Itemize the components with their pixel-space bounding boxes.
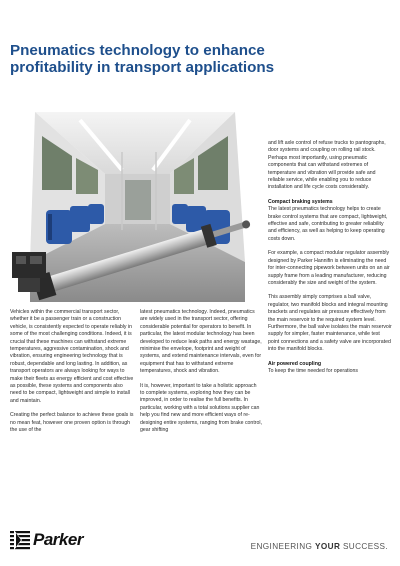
train-interior-photo [10, 112, 260, 302]
paragraph: Creating the perfect balance to achieve these goals is no mean feat, however one proven option is through the use of the [10, 412, 134, 434]
paragraph: and lift axle control of refuse trucks to pantographs, door systems and coupling on rolling rail stock. Perhaps most importantly, using pneumatic components that can withstand extremes of temperature and vibration will provide safe and reliable service, while enabling you to reduce installation and life cycle costs considerably. [268, 140, 386, 191]
paragraph: For example, a compact modular regulator assembly designed by Parker Hannifin is eliminating the need for inter-connecting pipework between units on an air supply frame from a leading manufacturer, reducing considerably the size and weight of the system. [268, 250, 390, 286]
parker-logo [10, 528, 100, 552]
paragraph: Vehicles within the commercial transport sector, whether it be a passenger train or a construction vehicle, is consistently expected to operate reliably in some of the most challenging conditions. Indeed, it is crucial that these machines can withstand extreme temperatures, aggressive contamination, shock and vibration, ensuring engineering technology that is robust, dependable and long lasting. In addition, as transport operators are always looking for ways to make their fleets as energy efficient and cost effective as possible, these systems and components also need to be compact, lightweight and simple to install and maintain. [10, 309, 134, 404]
text-column-2 [140, 309, 262, 442]
tagline-part: SUCCESS. [340, 542, 388, 551]
tagline-part: ENGINEERING [250, 542, 315, 551]
text-column-3 [268, 140, 392, 382]
section-heading: Air powered coupling [268, 360, 322, 367]
section-heading: Compact braking systems [268, 198, 333, 205]
paragraph: It is, however, important to take a holistic approach to complete systems, exploring how they can be improved, in order to realise the full benefits. In particular, working with a total solutions supplier can help you find new and more efficient ways of re-designing entire systems, ranging from brake control, gear shifting [140, 382, 262, 434]
paragraph: This assembly simply comprises a ball valve, regulator, two manifold blocks and integral mounting brackets and regulates air pressure effectively from the main reservoir to the required system level. Furthermore, the ball valve isolates the main reservoir supply for simpler, faster maintenance, while test point connections and a safety valve are incorporated into the manifold blocks. [268, 294, 392, 353]
paragraph: The latest pneumatics technology helps to create brake control systems that are compact, lightweight, effective and safe, contributing to greater reliability and efficiency, as well as helping to keep operating costs down. [268, 206, 388, 242]
page-title: Pneumatics technology to enhance profitability in transport applications [10, 42, 275, 76]
text-column-1 [10, 309, 134, 442]
logo-wordmark: Parker [33, 530, 83, 549]
tagline [251, 542, 388, 551]
paragraph: latest pneumatics technology. Indeed, pneumatics are widely used in the transport sector, offering considerable potential for operators to benefit. In particular, the latest modular technology has been developed to reduce leak paths and energy wastage, minimise the envelope, footprint and weight of systems, and extend maintenance intervals, even for equipment that has to withstand extreme temperatures, shock and vibration. [140, 309, 262, 375]
paragraph: To keep the time needed for operations [268, 367, 358, 374]
tagline-emphasis: YOUR [315, 542, 341, 551]
parker-emblem-icon [10, 530, 30, 550]
